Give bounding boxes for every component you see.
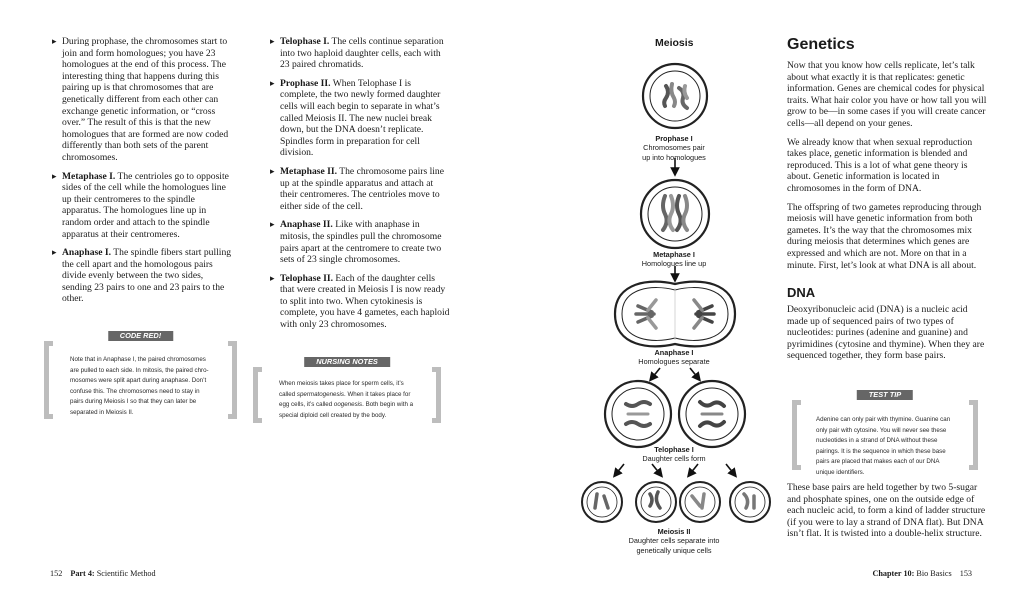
arrow-down-right	[652, 464, 660, 474]
term: Metaphase I.	[62, 170, 116, 182]
test-tip-label: TEST TIP	[857, 390, 913, 400]
dna-heading: DNA	[787, 285, 816, 301]
chapter-label: Chapter 10:	[872, 569, 915, 578]
code-red-text: Note that in Anaphase I, the paired chromosomes are pulled to each side. In mitosis, the paired chromosomes were split apart during anaphase. Don’t confuse this. The chromosomes need to stay in pairs during Meiosis I so that they can later be separated in Meiosis II.	[70, 356, 209, 416]
cell-meiosis-2-d	[730, 482, 770, 522]
paragraph: We already know that when sexual reproduction takes place, genetic information is blended and reproduced. This is a lot of what gene theory is about. Genetic information is located in chromosomes in the form of DNA.	[787, 136, 973, 194]
nursing-notes-label: NURSING NOTES	[304, 357, 390, 367]
arrow-down-left	[652, 368, 660, 378]
caption-telophase-1: Telophase I Daughter cells form	[642, 445, 706, 464]
closing-paragraph: These base pairs are held together by two 5-sugar and phosphate spines, one on the outside edge of each nucleic acid, to form a kind of ladder structure (if you were to lay a strand of DNA flat). But DNA isn’t flat. It is twisted into a double-helix structure.	[787, 482, 986, 540]
genetics-heading: Genetics	[787, 36, 855, 53]
bullet-telophase-1: ▸ Telophase I. The cells continue separation into two haploid daughter cells, each with 23 paired chromatids.	[270, 36, 450, 71]
bracket-left	[253, 367, 262, 423]
part-title: Scientific Method	[96, 569, 156, 578]
chapter-title: Bio Basics	[916, 569, 952, 578]
cell-meiosis-2-c	[680, 482, 720, 522]
caption-meiosis-2: Meiosis II Daughter cells separate into genetically unique cells	[628, 527, 720, 555]
cell-meiosis-2-a	[582, 482, 622, 522]
meiosis-diagram	[560, 50, 790, 550]
caption-anaphase-1: Anaphase I Homologues separate	[638, 348, 710, 367]
test-tip-text: Adenine can only pair with thymine. Guanine can only pair with cytosine. You will never see these nucleotides in a strand of DNA without these pairings. It is the sequence in which these base pairs are placed that makes each of our DNA unique identifiers.	[816, 416, 951, 476]
bracket-right	[432, 367, 441, 423]
bullet-metaphase-2: ▸ Metaphase II. The chromosome pairs line up at the spindle apparatus and attach at their centromeres. The centrioles move to either side of the cell.	[270, 166, 450, 212]
paragraph: The offspring of two gametes reproducing through meiosis will have genetic information from both gametes. It’s the way that the chromosomes mix during meiosis that determines which genes are expressed and which are not. More on that in a minute. First, let’s look at what DNA is all about.	[787, 201, 982, 271]
bullet-prophase-2: ▸ Prophase II. When Telophase I is complete, the two newly formed daughter cells will each begin to separate in what’s called Meiosis II. The new nuclei break down, but the DNA doesn’t replicate. Spindles form in preparation for cell division.	[270, 78, 450, 159]
left-column-a	[52, 36, 232, 312]
nursing-notes-sidebar	[253, 357, 441, 423]
arrow-down-left	[690, 464, 698, 474]
part-label: Part 4:	[70, 569, 95, 578]
arrow-down-right	[690, 368, 698, 378]
bracket-left	[792, 400, 801, 470]
cell-telophase-1-right	[679, 381, 745, 447]
cell-anaphase-1	[615, 282, 735, 347]
code-red-sidebar	[44, 331, 237, 419]
footer-right	[872, 569, 978, 578]
cell-meiosis-2-b	[636, 482, 676, 522]
bullet-prophase-crossover: ▸ During prophase, the chromosomes start to join and form homologues; you have 23 homologues at the end of this process. The interesting thing that happens during this pairing up is that chromosomes that are genetically different from each other can exchange genetic information, or “cross over.” The result of this is that the new homologues that are formed are now coded differently than both sets of the parent chromosomes.	[52, 36, 232, 164]
caption-metaphase-1: Metaphase I Homologues line up	[641, 250, 707, 269]
caption-prophase-1: Prophase I Chromosomes pair up into homologues	[642, 134, 706, 162]
arrow-down-left	[616, 464, 624, 474]
cell-prophase-1	[643, 64, 707, 128]
page-number: 153	[959, 569, 972, 578]
arrow-down-right	[726, 464, 734, 474]
test-tip-sidebar	[792, 390, 978, 476]
paragraph: Now that you know how cells replicate, let’s talk about what exactly it is that replicates: genetic information. Genes are chemical codes for physical traits. What hair color you have or how tall you will grow to be—in some cases if you will create cancer cells—all depend on your genes.	[787, 60, 987, 129]
bullet-metaphase-1: ▸ Metaphase I. The centrioles go to opposite sides of the cell while the homologues line up their centromeres to the spindle apparatus. The homologues line up in random order and attach to the spindle apparatus at their centromeres.	[52, 171, 232, 241]
term: Anaphase I.	[62, 247, 112, 259]
bracket-left	[44, 341, 53, 419]
footer-left	[44, 569, 156, 578]
bracket-right	[228, 341, 237, 419]
right-column	[787, 36, 987, 369]
bullet-telophase-2: ▸ Telophase II. Each of the daughter cells that were created in Meiosis I is now ready to split into two. When cytokinesis is complete, you have 4 gametes, each haploid with only 23 chromosomes.	[270, 273, 450, 331]
bullet-anaphase-1: ▸ Anaphase I. The spindle fibers start pulling the cell apart and the homologous pairs divide evenly between the two sides, sending 23 pairs to one and 23 pairs to the other.	[52, 247, 232, 305]
bullet-anaphase-2: ▸ Anaphase II. Like with anaphase in mitosis, the spindles pull the chromosome pairs apart at the centromere to create two sets of 23 single chromosomes.	[270, 219, 450, 265]
page-number: 152	[50, 569, 63, 578]
paragraph: Deoxyribonucleic acid (DNA) is a nucleic acid made up of sequenced pairs of two types of nucleotides: purines (adenine and guanine) and pyrimidines (cytosine and thymine). When they are sequenced together, they form base pairs.	[787, 304, 985, 362]
left-column-b	[270, 36, 450, 338]
bracket-right	[969, 400, 978, 470]
nursing-notes-text: When meiosis takes place for sperm cells, it’s called spermatogenesis. When it takes place for egg cells, it’s called oogenesis. Both begin with a special diploid cell created by the body.	[279, 380, 414, 419]
code-red-label: CODE RED!	[108, 331, 173, 341]
cell-metaphase-1	[641, 180, 709, 248]
cell-telophase-1-left	[605, 381, 671, 447]
diagram-title: Meiosis	[655, 37, 694, 49]
